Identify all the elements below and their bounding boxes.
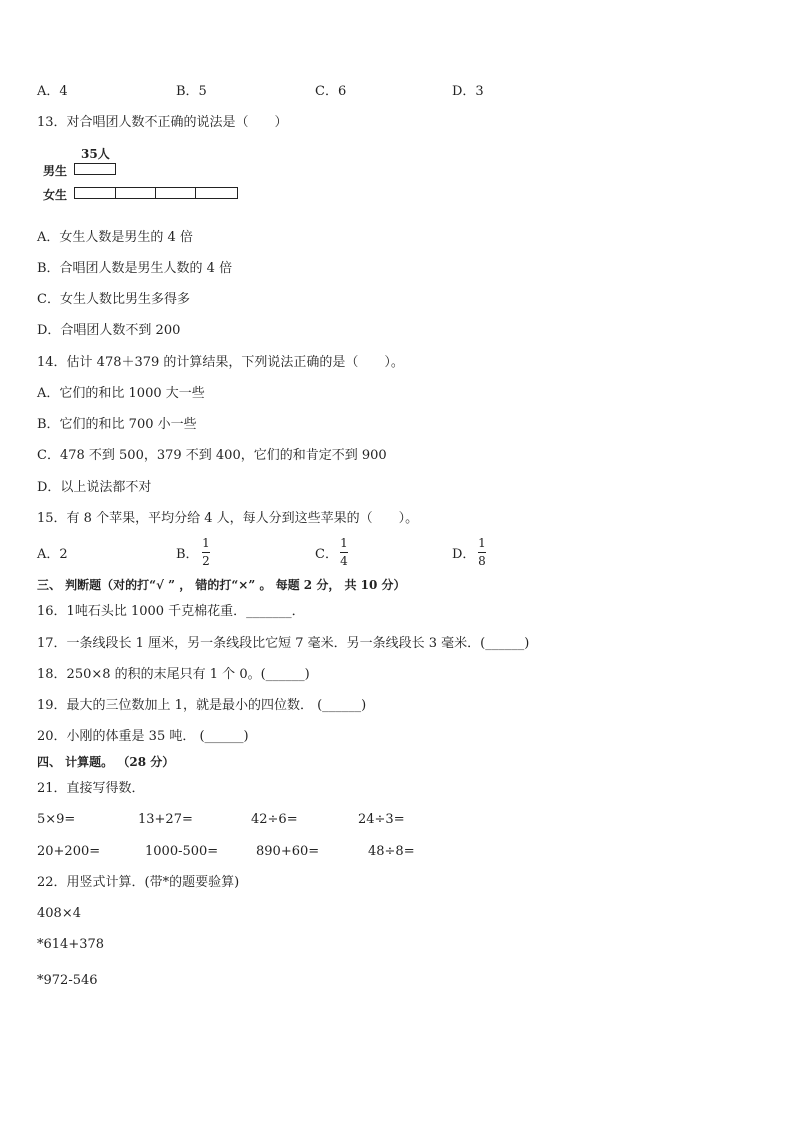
q12-option-b: B．5 (176, 84, 207, 99)
q14-option-a: A．它们的和比 1000 大一些 (37, 386, 205, 401)
diagram-boys-label: 男生 (43, 164, 68, 178)
q14-option-b: B．它们的和比 700 小一些 (37, 417, 197, 432)
q15-question: 15．有 8 个苹果，平均分给 4 人，每人分到这些苹果的（ ）。 (37, 511, 419, 526)
q12-option-c: C．6 (315, 84, 347, 99)
q21-calc-item: 24÷3= (358, 812, 405, 827)
girls-bar-divider (195, 188, 196, 198)
q13-bar-diagram (37, 145, 247, 207)
q21-calc-item: 5×9= (37, 812, 76, 827)
girls-bar-divider (115, 188, 116, 198)
q13-question: 13．对合唱团人数不正确的说法是（ ） (37, 115, 288, 130)
q22-question: 22．用竖式计算．(带*的题要验算) (37, 875, 240, 890)
section-4-title: 四、 计算题。 （28 分） (37, 755, 175, 769)
fraction-numerator: 1 (478, 536, 486, 550)
q15-option-d-fraction (478, 536, 486, 568)
q14-option-c: C．478 不到 500，379 不到 400，它们的和肯定不到 900 (37, 448, 387, 463)
fraction-numerator: 1 (340, 536, 348, 550)
q22-item: 408×4 (37, 906, 81, 921)
q16-statement: 16．1吨石头比 1000 千克棉花重．_______． (37, 604, 305, 619)
section-3-title: 三、 判断题（对的打“√ ” ， 错的打“×” 。 每题 2 分， 共 10 分） (37, 578, 406, 592)
q21-calc-item: 42÷6= (251, 812, 298, 827)
q22-item: *614+378 (37, 937, 105, 952)
q13-option-c: C．女生人数比男生多得多 (37, 292, 190, 307)
q12-option-d: D．3 (452, 84, 484, 99)
q14-question: 14．估计 478＋379 的计算结果，下列说法正确的是（ ）。 (37, 355, 404, 370)
diagram-girls-label: 女生 (43, 188, 68, 202)
q18-statement: 18．250×8 的积的末尾只有 1 个 0。(______) (37, 667, 310, 682)
q21-calc-item: 1000-500= (145, 844, 219, 859)
q15-option-b-fraction (202, 536, 210, 568)
girls-bar-divider (155, 188, 156, 198)
q15-option-a: A．2 (37, 547, 68, 562)
q15-option-b-prefix: B． (176, 547, 199, 562)
fraction-denominator: 4 (340, 554, 348, 568)
girls-bar (74, 187, 238, 199)
q13-option-b: B．合唱团人数是男生人数的 4 倍 (37, 261, 233, 276)
q21-calc-item: 20+200= (37, 844, 101, 859)
diagram-top-label: 35人 (81, 147, 110, 161)
q21-calc-item: 890+60= (256, 844, 320, 859)
q15-option-c-fraction (340, 536, 348, 568)
q15-option-d-prefix: D． (452, 547, 476, 562)
q17-statement: 17．一条线段长 1 厘米，另一条线段比它短 7 毫米．另一条线段长 3 毫米．(______) (37, 636, 530, 651)
q19-statement: 19．最大的三位数加上 1，就是最小的四位数． (______) (37, 698, 367, 713)
q12-option-a: A．4 (37, 84, 68, 99)
boys-bar (74, 163, 116, 175)
q13-option-d: D．合唱团人数不到 200 (37, 323, 181, 338)
q21-calc-item: 48÷8= (368, 844, 415, 859)
fraction-denominator: 2 (202, 554, 210, 568)
q20-statement: 20．小刚的体重是 35 吨． (______) (37, 729, 249, 744)
q21-calc-item: 13+27= (138, 812, 193, 827)
q14-option-d: D．以上说法都不对 (37, 480, 152, 495)
q21-question: 21．直接写得数． (37, 781, 145, 796)
q13-option-a: A．女生人数是男生的 4 倍 (37, 230, 193, 245)
q15-option-c-prefix: C． (315, 547, 338, 562)
fraction-numerator: 1 (202, 536, 210, 550)
q22-item: *972-546 (37, 973, 98, 988)
fraction-denominator: 8 (478, 554, 486, 568)
